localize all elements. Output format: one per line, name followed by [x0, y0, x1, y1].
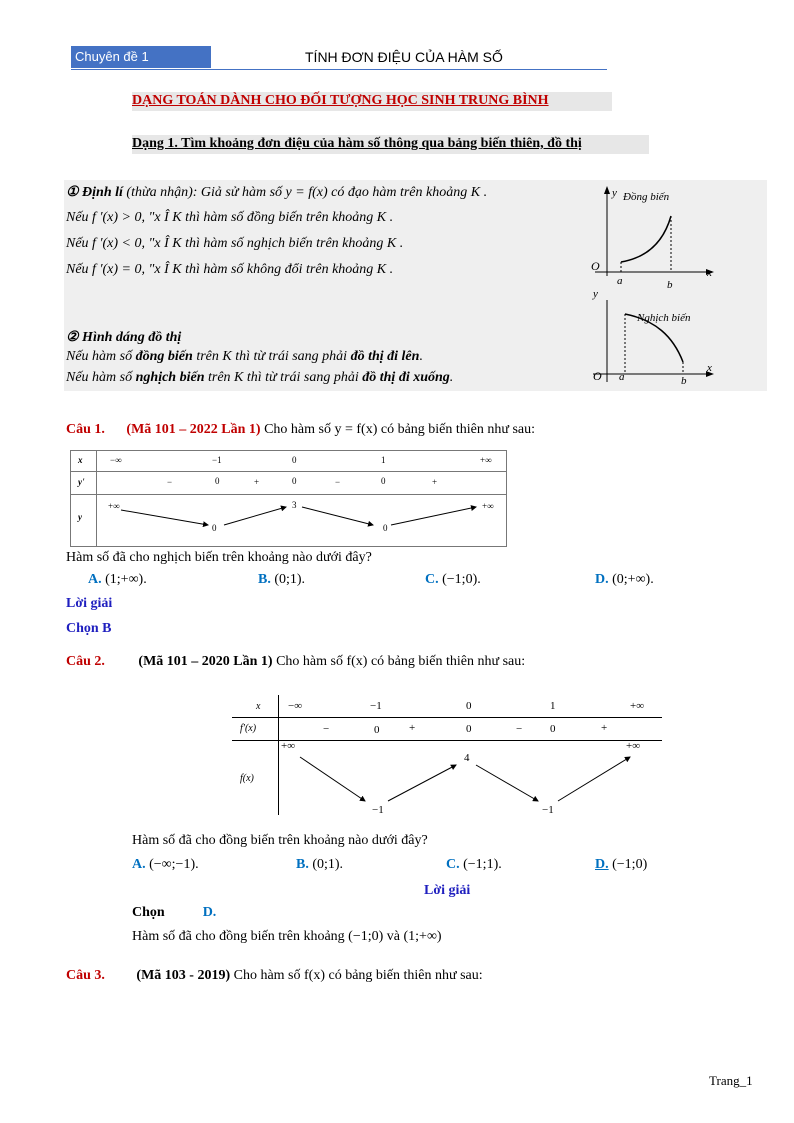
q1-option-b: B. (0;1). [258, 572, 306, 587]
q1-x-0: −∞ [110, 455, 122, 465]
question-1-source: (Mã 101 – 2022 Lần 1) [126, 422, 261, 437]
q1-option-a: A. (1;+∞). [88, 572, 147, 587]
q2-f-3: −1 [542, 804, 554, 816]
q2-fp-5: 0 [550, 723, 556, 735]
shape-line-1: Nếu hàm số đồng biến trên K thì từ trái sang phải đồ thị đi lên. [66, 349, 423, 364]
svg-text:Nghịch biến: Nghịch biến [637, 312, 691, 324]
q2-x-1: −1 [370, 700, 382, 712]
header-rule [71, 69, 607, 70]
q2-row-fp: f′(x) [240, 723, 257, 734]
q1-arrows [96, 495, 506, 545]
q1-x-2: 0 [292, 455, 297, 465]
q2-row-x: x [256, 701, 261, 712]
q1-x-1: −1 [212, 455, 222, 465]
q2-row-f: f(x) [240, 773, 254, 784]
subsection-title: Dạng 1. Tìm khoảng đơn điệu của hàm số thông qua bảng biến thiên, đồ thị [132, 136, 582, 151]
q1-yp-4: − [335, 477, 341, 487]
definition-label: ① Định lí [66, 185, 123, 200]
q2-fp-1: 0 [374, 724, 380, 736]
shape-line-2: Nếu hàm số nghịch biến trên K thì từ trái sang phải đồ thị đi xuống. [66, 370, 454, 385]
question-3-heading [66, 968, 483, 984]
q2-option-c: C. (−1;1). [446, 857, 502, 872]
q2-option-b: B. (0;1). [296, 857, 344, 872]
q1-yp-5: 0 [381, 476, 386, 486]
question-1-heading [66, 422, 535, 438]
theory-line-1: Nếu f ′(x) > 0, "x Î K thì hàm số đồng biến trên khoảng K . [66, 210, 394, 225]
q2-x-0: −∞ [288, 700, 303, 712]
q2-x-3: 1 [550, 700, 556, 712]
page-header-title: TÍNH ĐƠN ĐIỆU CỦA HÀM SỐ [305, 49, 503, 65]
q2-fp-6: + [601, 722, 608, 734]
q1-option-c: C. (−1;0). [425, 572, 481, 587]
q1-row-x: x [78, 455, 83, 465]
q1-yp-2: + [254, 477, 260, 487]
theory-definition [66, 184, 487, 201]
q1-yp-1: 0 [215, 476, 220, 486]
q2-x-4: +∞ [630, 700, 645, 712]
q1-y-0: +∞ [108, 501, 120, 511]
section-title: DẠNG TOÁN DÀNH CHO ĐỐI TƯỢNG HỌC SINH TRUNG BÌNH [132, 93, 549, 108]
q2-fp-3: 0 [466, 723, 472, 735]
q2-x-2: 0 [466, 700, 472, 712]
question-2-heading [66, 654, 525, 670]
question-1-text: Cho hàm số y = f(x) có bảng biến thiên như sau: [264, 422, 536, 437]
q2-f-2: 4 [464, 752, 470, 764]
question-1-label: Câu 1. [66, 422, 105, 437]
question-3-label: Câu 3. [66, 968, 105, 983]
theory-line-2: Nếu f ′(x) < 0, "x Î K thì hàm số nghịch biến trên khoảng K . [66, 236, 404, 251]
question-2-text: Cho hàm số f(x) có bảng biến thiên như sau: [276, 654, 526, 669]
q1-x-3: 1 [381, 455, 386, 465]
q2-f-4: +∞ [626, 740, 641, 752]
svg-text:O: O [593, 369, 602, 383]
q1-yp-6: + [432, 477, 438, 487]
q1-y-4: +∞ [482, 501, 494, 511]
page-number: Trang_1 [709, 1073, 753, 1088]
q1-row-yp: y' [78, 477, 85, 487]
q2-fp-2: + [409, 722, 416, 734]
question-3-text: Cho hàm số f(x) có bảng biến thiên như sau: [233, 968, 483, 983]
q1-answer: Chọn B [66, 621, 112, 636]
svg-text:b: b [681, 375, 687, 386]
question-3-source: (Mã 103 - 2019) [136, 968, 231, 983]
svg-text:x: x [707, 267, 712, 279]
q1-x-4: +∞ [480, 455, 492, 465]
theory-line-3: Nếu f ′(x) = 0, "x Î K thì hàm số không đổi trên khoảng K . [66, 262, 394, 277]
question-2-prompt: Hàm số đã cho đồng biến trên khoảng nào dưới đây? [132, 833, 428, 848]
decreasing-graph [585, 286, 720, 386]
svg-text:a: a [617, 275, 623, 287]
question-1-prompt: Hàm số đã cho nghịch biến trên khoảng nào dưới đây? [66, 550, 372, 565]
q1-row-y: y [78, 512, 82, 522]
svg-text:a: a [619, 371, 625, 383]
q2-variation-table [278, 695, 279, 815]
question-2-source: (Mã 101 – 2020 Lần 1) [138, 654, 273, 669]
svg-text:b: b [667, 279, 673, 291]
svg-text:y: y [593, 288, 598, 300]
q1-option-d: D. (0;+∞). [595, 572, 654, 587]
increasing-graph [585, 184, 720, 294]
q2-answer: Chọn D. [132, 905, 217, 920]
q2-option-a: A. (−∞;−1). [132, 857, 199, 872]
q2-option-d: D. (−1;0) [595, 857, 648, 872]
shape-label: ② Hình dáng đồ thị [66, 330, 182, 345]
q2-f-0: +∞ [281, 740, 296, 752]
q2-fp-4: − [516, 723, 523, 735]
q1-y-3: 0 [383, 523, 388, 533]
q2-fp-0: − [323, 723, 330, 735]
svg-text:x: x [707, 362, 712, 374]
question-2-label: Câu 2. [66, 654, 105, 669]
q1-y-2: 3 [292, 500, 297, 510]
definition-note: (thừa nhận): Giả sử hàm số y = f(x) có đạo hàm trên khoảng K . [126, 185, 488, 200]
svg-text:Đồng biến: Đồng biến [623, 191, 670, 203]
q1-yp-3: 0 [292, 476, 297, 486]
q2-explanation: Hàm số đã cho đồng biến trên khoảng (−1;0) và (1;+∞) [132, 929, 442, 944]
q2-f-1: −1 [372, 804, 384, 816]
q2-solution-label: Lời giải [424, 883, 471, 898]
q2-arrows [280, 745, 660, 815]
q1-yp-0: − [167, 477, 173, 487]
topic-tag: Chuyên đề 1 [71, 46, 211, 68]
q1-solution-label: Lời giải [66, 596, 113, 611]
svg-text:O: O [591, 259, 600, 273]
q1-y-1: 0 [212, 523, 217, 533]
svg-text:y: y [612, 187, 617, 199]
